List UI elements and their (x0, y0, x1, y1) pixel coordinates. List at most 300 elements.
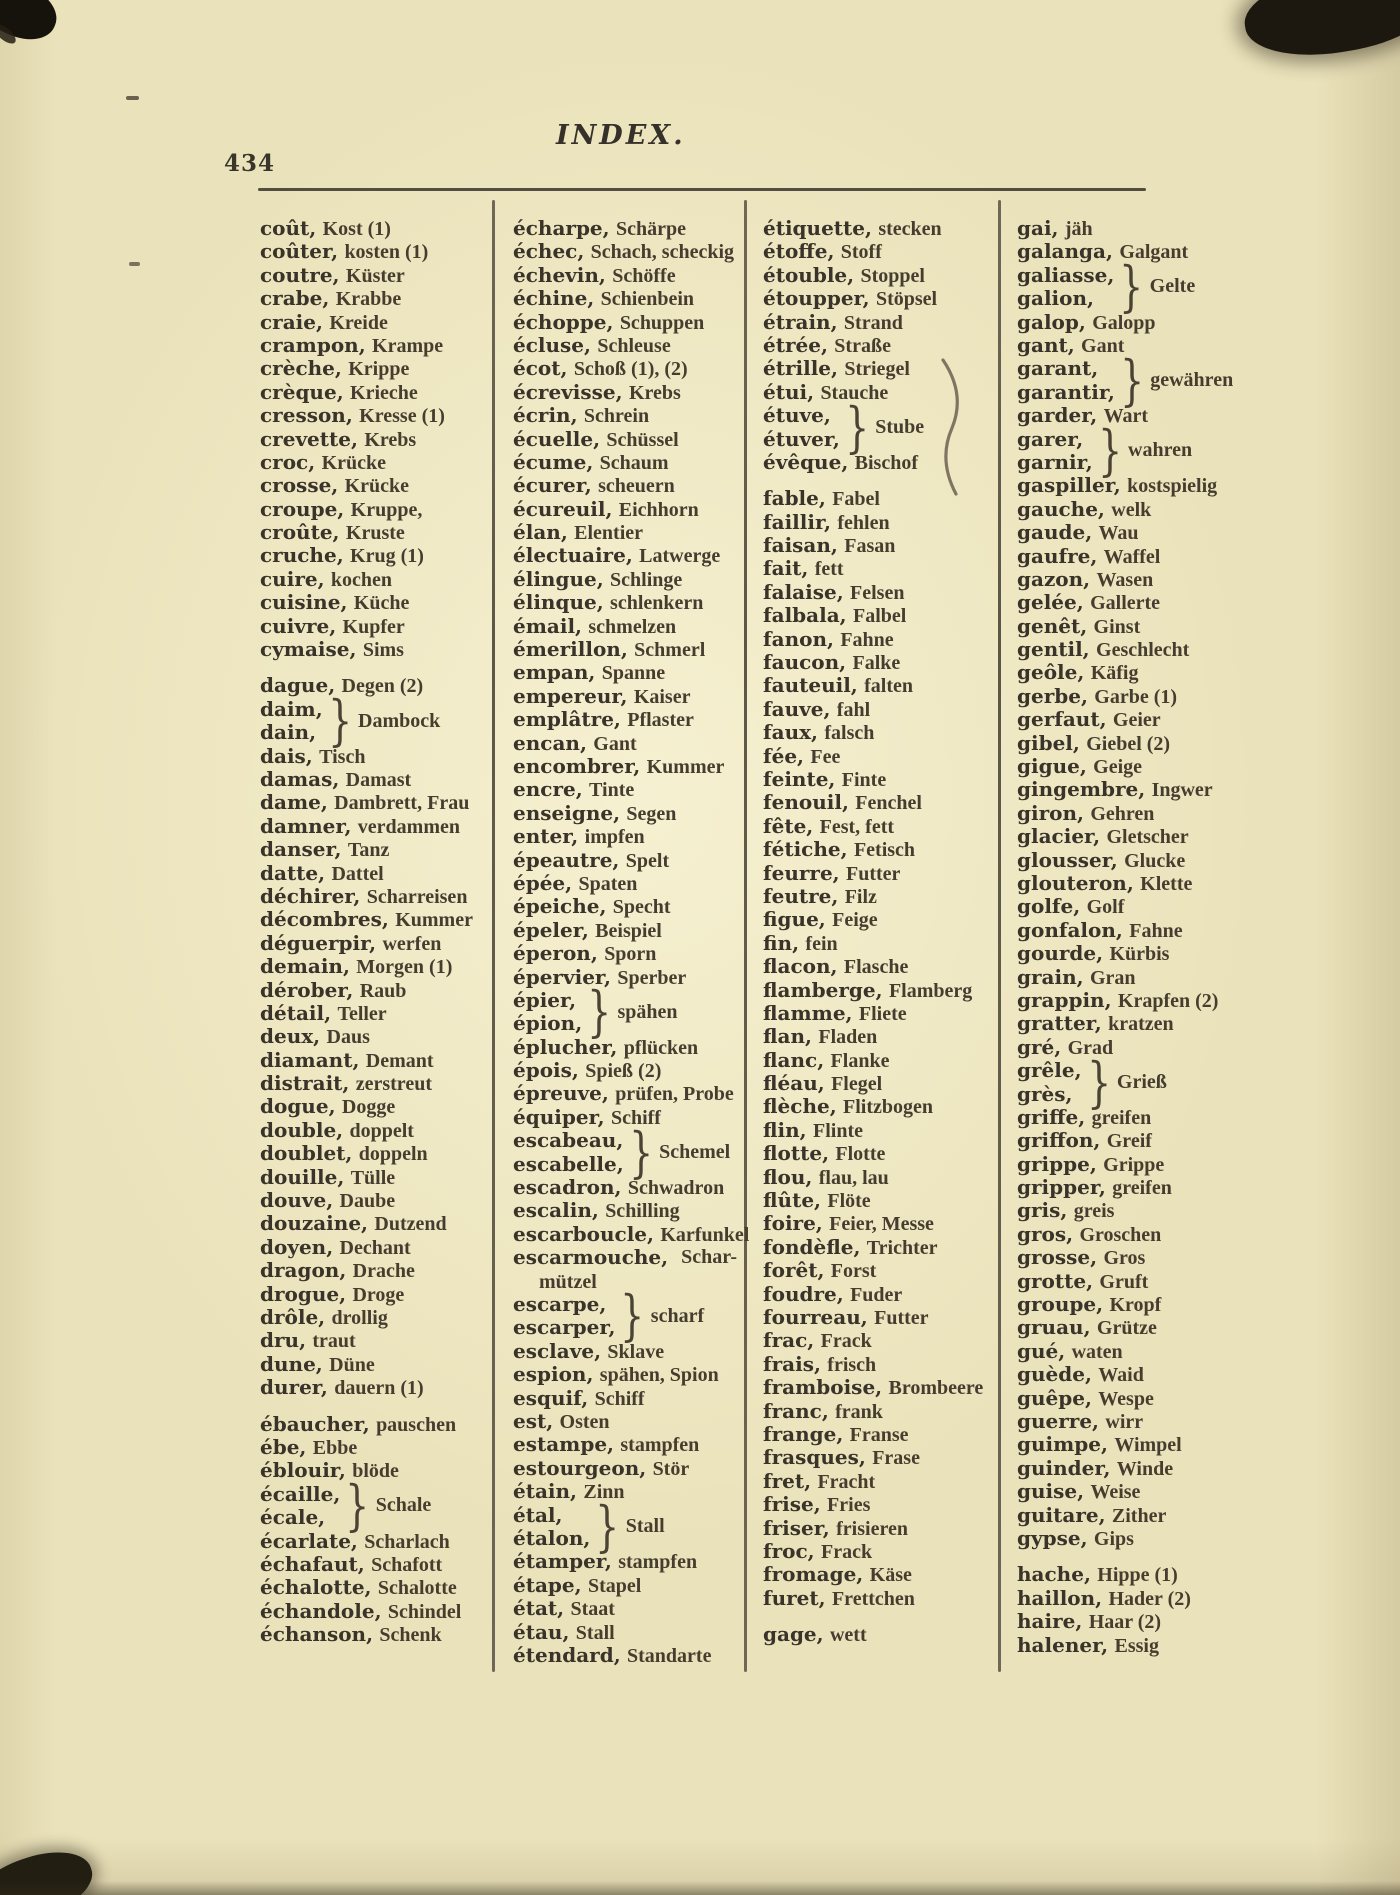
german-translation: Sporn (604, 943, 657, 966)
index-entry (1017, 217, 1269, 240)
index-entry (763, 534, 991, 557)
german-translation: Striegel (844, 358, 910, 381)
german-translation: Hader (2) (1108, 1587, 1191, 1610)
index-entry (1017, 1610, 1269, 1633)
german-translation: Waid (1098, 1364, 1144, 1387)
german-translation: Fest, fett (819, 815, 895, 838)
index-column-1 (260, 217, 488, 1646)
index-entry (763, 674, 991, 697)
french-term: gelée, (1017, 590, 1084, 615)
german-translation: Galgant (1119, 241, 1189, 264)
index-entry (513, 755, 737, 778)
index-entry (763, 581, 991, 604)
index-entry (1017, 1504, 1269, 1527)
german-translation: Schuppen (619, 311, 705, 334)
column-divider (492, 200, 495, 1672)
french-term: diamant, (260, 1047, 360, 1072)
french-term: cuisine, (260, 590, 348, 615)
french-term: coût, (260, 216, 317, 240)
french-term: électuaire, (513, 543, 633, 568)
german-translation: Spieß (2) (585, 1060, 662, 1083)
french-term: gigue, (1017, 754, 1087, 779)
french-term: gaufre, (1017, 543, 1098, 568)
french-term: haire, (1017, 1609, 1083, 1634)
french-term: estourgeon, (513, 1455, 647, 1480)
french-term: friser, (763, 1515, 830, 1540)
index-entry (763, 1446, 991, 1469)
index-entry (513, 217, 737, 240)
german-translation: scheuern (598, 475, 675, 498)
index-entry (763, 651, 991, 674)
french-term: écluse, (513, 332, 591, 357)
index-entry (763, 1353, 991, 1376)
french-term: dame, (260, 790, 328, 815)
index-entry (513, 1480, 737, 1503)
french-term: encan, (513, 730, 587, 755)
index-entry (763, 1563, 991, 1586)
index-entry (1017, 895, 1269, 918)
german-translation: Stör (652, 1457, 690, 1480)
german-translation: Geier (1112, 709, 1161, 732)
french-term: fée, (763, 743, 805, 768)
index-entry (260, 591, 488, 614)
index-entry (763, 1142, 991, 1165)
french-term: franc, (763, 1398, 829, 1423)
french-term: étuver, (763, 426, 840, 451)
french-term: épier, (513, 987, 577, 1012)
french-term: gauche, (1017, 496, 1105, 521)
french-term: émerillon, (513, 637, 628, 662)
french-term: coutre, (260, 262, 340, 287)
french-term: escabelle, (513, 1151, 624, 1176)
german-translation: werfen (382, 932, 442, 955)
index-entry (513, 1621, 737, 1644)
german-translation: Flasche (843, 956, 909, 979)
index-entry (260, 1119, 488, 1142)
german-translation: blöde (352, 1460, 399, 1483)
french-term: ébe, (260, 1434, 307, 1459)
french-term: espion, (513, 1362, 594, 1387)
index-entry (1017, 1199, 1269, 1222)
french-term: guède, (1017, 1362, 1092, 1387)
french-term: échanson, (260, 1622, 374, 1647)
french-term: épeler, (513, 917, 589, 942)
scan-artifact-margin-dash (126, 96, 139, 100)
german-translation: Schilling (605, 1200, 680, 1223)
german-translation: Fuder (850, 1283, 903, 1306)
index-entry (1017, 1012, 1269, 1035)
french-term: grain, (1017, 964, 1084, 989)
german-translation: zerstreut (355, 1073, 432, 1096)
index-entry (763, 451, 991, 474)
german-translation: Wasen (1096, 568, 1154, 591)
index-entry (260, 1306, 488, 1329)
german-translation: Stauche (820, 381, 889, 404)
french-term: douille, (260, 1164, 345, 1189)
german-translation: welk (1111, 498, 1152, 521)
index-entry (260, 1166, 488, 1189)
french-term: fait, (763, 556, 809, 581)
index-entry (260, 908, 488, 931)
french-term: escabeau, (513, 1128, 624, 1153)
index-entry (260, 1623, 488, 1646)
french-term: galiasse, (1017, 262, 1115, 287)
index-entry (1017, 1480, 1269, 1503)
french-term: étape, (513, 1572, 582, 1597)
french-term: gratter, (1017, 1011, 1102, 1036)
german-translation: Krabbe (335, 288, 402, 311)
index-entry (513, 615, 737, 638)
french-term: escarper, (513, 1315, 616, 1340)
index-entry (763, 1189, 991, 1212)
french-term: faillir, (763, 509, 831, 534)
german-translation: schlenkern (610, 592, 704, 615)
german-translation: impfen (584, 826, 645, 849)
german-translation: Fries (827, 1494, 871, 1517)
index-entry (513, 1221, 750, 1246)
german-translation: jäh (1064, 218, 1093, 240)
german-translation: Fahne (840, 628, 894, 651)
scan-artifact-bottom-shadow (0, 1881, 1400, 1895)
index-entry (763, 1095, 991, 1118)
german-translation: Fee (810, 745, 841, 768)
german-translation: Flöte (827, 1190, 871, 1213)
index-entry (260, 745, 488, 768)
german-translation: Schafott (371, 1553, 443, 1576)
index-entry (1017, 1387, 1269, 1410)
index-entry (260, 1413, 488, 1436)
french-term: décombres, (260, 907, 389, 932)
index-entry (763, 1423, 991, 1446)
german-translation: Schmerl (634, 639, 706, 662)
german-translation: frank (835, 1400, 883, 1423)
german-translation: Flotte (835, 1143, 886, 1166)
braced-french-terms (260, 698, 323, 745)
german-translation: Teller (337, 1002, 387, 1025)
german-translation: Trichter (866, 1236, 938, 1259)
german-translation: Flegel (831, 1073, 883, 1096)
french-term: fondèfle, (763, 1234, 861, 1259)
index-entry (763, 557, 991, 580)
index-entry (513, 1550, 737, 1573)
german-translation: Schoß (1), (2) (573, 358, 688, 381)
page-title: INDEX. (556, 120, 686, 151)
braced-french-terms (1017, 357, 1115, 404)
french-term: danser, (260, 837, 342, 862)
french-term: détail, (260, 1000, 332, 1025)
german-translation: Beispiel (595, 919, 662, 942)
french-term: flou, (763, 1164, 813, 1189)
french-term: croupe, (260, 496, 345, 521)
index-entry (260, 428, 488, 451)
german-translation: Karfunkel (660, 1223, 750, 1246)
index-entry (1017, 661, 1269, 684)
index-entry (260, 1376, 488, 1399)
index-entry (260, 1576, 488, 1599)
french-term: étalon, (513, 1525, 591, 1550)
index-entry (260, 615, 488, 638)
german-translation: Flinte (813, 1119, 864, 1142)
german-translation: Schalotte (377, 1577, 457, 1600)
index-entry (1017, 1563, 1269, 1586)
german-translation: Falbel (852, 605, 907, 628)
german-translation: Elentier (574, 522, 644, 545)
german-translation: Krieche (350, 381, 418, 404)
index-entry (260, 1236, 488, 1259)
french-term: frasques, (763, 1445, 866, 1470)
german-translation: verdammen (357, 815, 460, 838)
french-term: glousser, (1017, 847, 1118, 872)
french-term: échec, (513, 239, 585, 264)
index-entry (1017, 1340, 1269, 1363)
index-entry-braced (513, 980, 737, 1044)
page-number: 434 (224, 150, 276, 177)
index-entry (1017, 498, 1269, 521)
french-term: fenouil, (763, 790, 849, 815)
index-entry (260, 451, 488, 474)
german-translation: Gehren (1090, 802, 1155, 825)
german-translation: Latwerge (639, 545, 721, 568)
index-entry-braced (1017, 418, 1269, 482)
german-translation: stampfen (618, 1551, 698, 1574)
german-translation: spähen, Spion (599, 1364, 719, 1387)
french-term: garant, (1017, 356, 1099, 381)
index-entry (1017, 1527, 1269, 1550)
german-translation: Groschen (1079, 1223, 1162, 1246)
brace-glyph: } (345, 1474, 370, 1538)
index-entry (1017, 942, 1269, 965)
german-translation: Fetisch (853, 839, 916, 862)
german-translation: Schüssel (606, 428, 679, 451)
german-translation: falsch (824, 722, 875, 745)
index-entry (763, 1002, 991, 1025)
german-translation: Kaiser (633, 685, 691, 708)
french-term: enseigne, (513, 800, 621, 825)
index-entry (513, 1082, 737, 1105)
index-entry (763, 815, 991, 838)
german-translation: prüfen, Probe (615, 1083, 734, 1106)
index-entry-braced (1017, 348, 1269, 412)
index-entry (513, 498, 737, 521)
german-translation: Kropf (1109, 1294, 1162, 1317)
index-entry (763, 885, 991, 908)
index-entry (260, 674, 488, 697)
index-entry (513, 1574, 737, 1597)
french-term: étuve, (763, 403, 831, 428)
index-entry (513, 708, 737, 731)
index-entry (1017, 474, 1269, 497)
german-translation: wirr (1105, 1410, 1144, 1433)
french-term: groupe, (1017, 1292, 1104, 1317)
index-entry (513, 334, 737, 357)
french-term: étoupper, (763, 286, 870, 311)
french-term: flamme, (763, 1000, 853, 1025)
french-term: falaise, (763, 579, 844, 604)
french-term: gré, (1017, 1034, 1062, 1059)
german-translation: Düne (329, 1353, 375, 1376)
german-translation: Schemel (659, 1140, 731, 1163)
index-entry (513, 732, 737, 755)
french-term: crampon, (260, 332, 366, 357)
brace-glyph: } (327, 689, 352, 753)
french-term: élan, (513, 520, 568, 545)
german-translation: Scharreisen (366, 885, 468, 908)
french-term: éblouir, (260, 1458, 346, 1483)
german-translation: Garbe (1) (1094, 685, 1178, 708)
french-term: figue, (763, 907, 826, 932)
german-translation: wett (829, 1624, 867, 1647)
german-translation: Krampe (372, 334, 444, 357)
index-entry (1017, 1587, 1269, 1610)
german-translation: Fabel (832, 488, 880, 511)
french-term: grosse, (1017, 1245, 1098, 1270)
index-entry (260, 1329, 488, 1352)
braced-french-terms (513, 989, 582, 1036)
index-entry (1017, 989, 1269, 1012)
french-term: fanon, (763, 626, 834, 651)
index-entry (260, 885, 488, 908)
german-translation: Stube (875, 415, 925, 438)
index-entry (1017, 778, 1269, 801)
index-entry-braced (260, 689, 488, 753)
french-term: estampe, (513, 1432, 615, 1457)
index-entry (513, 661, 737, 684)
index-entry (1017, 919, 1269, 942)
french-term: grès, (1017, 1081, 1073, 1106)
index-entry (513, 895, 737, 918)
french-term: guise, (1017, 1479, 1085, 1504)
french-term: gaude, (1017, 520, 1093, 545)
german-translation: Stapel (587, 1574, 642, 1597)
german-translation: Gelte (1149, 275, 1196, 298)
french-term: guerre, (1017, 1408, 1100, 1433)
german-translation: Feier, Messe (829, 1213, 934, 1236)
index-entry (260, 240, 488, 263)
index-entry (513, 1246, 737, 1269)
german-translation: Gant (593, 732, 637, 755)
german-translation: Feige (832, 909, 878, 932)
french-term: écurer, (513, 473, 592, 498)
german-translation: Stoff (840, 241, 882, 264)
french-term: escadron, (513, 1175, 622, 1200)
index-entry (1017, 1036, 1269, 1059)
french-term: gypse, (1017, 1525, 1088, 1550)
german-translation: Gips (1093, 1527, 1134, 1550)
german-translation: Dechant (339, 1236, 411, 1259)
french-term: émail, (513, 613, 583, 638)
index-entry (260, 1259, 488, 1282)
index-entry (260, 1436, 488, 1459)
german-translation: Käfig (1090, 662, 1139, 685)
french-term: gage, (763, 1622, 824, 1647)
french-term: flèche, (763, 1094, 837, 1119)
french-term: grêle, (1017, 1058, 1082, 1083)
index-entry (1017, 1634, 1269, 1657)
german-translation: fein (805, 932, 838, 955)
german-translation: Spanne (601, 662, 666, 685)
index-entry (513, 1363, 737, 1386)
german-translation: Daus (326, 1026, 370, 1049)
index-entry (260, 264, 488, 287)
index-entry (1017, 1457, 1269, 1480)
index-entry (513, 544, 737, 567)
french-term: gris, (1017, 1198, 1068, 1223)
german-translation: Küster (345, 264, 405, 287)
index-entry (513, 591, 737, 614)
french-term: double, (260, 1117, 344, 1142)
german-translation: Frack (820, 1540, 873, 1563)
german-translation: Käse (869, 1564, 912, 1587)
german-translation: Geige (1093, 756, 1143, 779)
french-term: drogue, (260, 1281, 347, 1306)
german-translation: Klette (1140, 872, 1193, 895)
header-rule (258, 188, 1146, 191)
german-translation: Flamberg (888, 979, 973, 1002)
french-term: haillon, (1017, 1585, 1103, 1610)
french-term: griffe, (1017, 1104, 1086, 1129)
german-translation: Segen (626, 802, 677, 825)
index-entry (260, 1142, 488, 1165)
french-term: gentil, (1017, 637, 1090, 662)
german-translation: Grieß (1116, 1070, 1167, 1093)
french-term: épée, (513, 870, 573, 895)
french-term: étau, (513, 1619, 570, 1644)
index-entry (1017, 1176, 1269, 1199)
french-term: guinder, (1017, 1455, 1111, 1480)
index-entry (1017, 966, 1269, 989)
index-entry (763, 511, 991, 534)
index-entry (1017, 802, 1269, 825)
french-term: évêque, (763, 449, 849, 474)
french-term: encre, (513, 777, 583, 802)
index-entry-braced (763, 395, 991, 459)
index-column-3 (763, 217, 991, 1646)
french-term: étal, (513, 1502, 563, 1527)
french-term: crabe, (260, 286, 330, 311)
index-entry (260, 287, 488, 310)
french-term: éperon, (513, 941, 598, 966)
french-term: griffon, (1017, 1128, 1101, 1153)
german-translation: Filz (844, 885, 877, 908)
index-entry (763, 264, 991, 287)
french-term: golfe, (1017, 894, 1081, 919)
french-term: feutre, (763, 883, 839, 908)
index-entry (763, 955, 991, 978)
german-translation: Spelt (625, 849, 670, 872)
braced-french-terms (260, 1483, 340, 1530)
german-translation: Damast (345, 769, 412, 791)
french-term: escarmouche, (513, 1245, 669, 1270)
brace-glyph: } (628, 1120, 653, 1184)
braced-french-terms (1017, 1059, 1082, 1106)
german-translation: Gros (1103, 1247, 1146, 1270)
index-entry (513, 451, 737, 474)
index-entry (763, 1283, 991, 1306)
french-term: escarboucle, (513, 1221, 654, 1246)
index-entry (763, 838, 991, 861)
french-term: escalin, (513, 1198, 599, 1223)
index-entry (513, 1457, 737, 1480)
french-term: grotte, (1017, 1268, 1094, 1293)
german-translation: Dattel (331, 862, 384, 885)
index-entry (513, 1059, 737, 1082)
index-entry (763, 908, 991, 931)
french-term: gerbe, (1017, 683, 1088, 708)
index-entry (1017, 638, 1269, 661)
brace-glyph: } (1086, 1050, 1111, 1114)
french-term: feurre, (763, 860, 840, 885)
french-term: flin, (763, 1117, 807, 1142)
